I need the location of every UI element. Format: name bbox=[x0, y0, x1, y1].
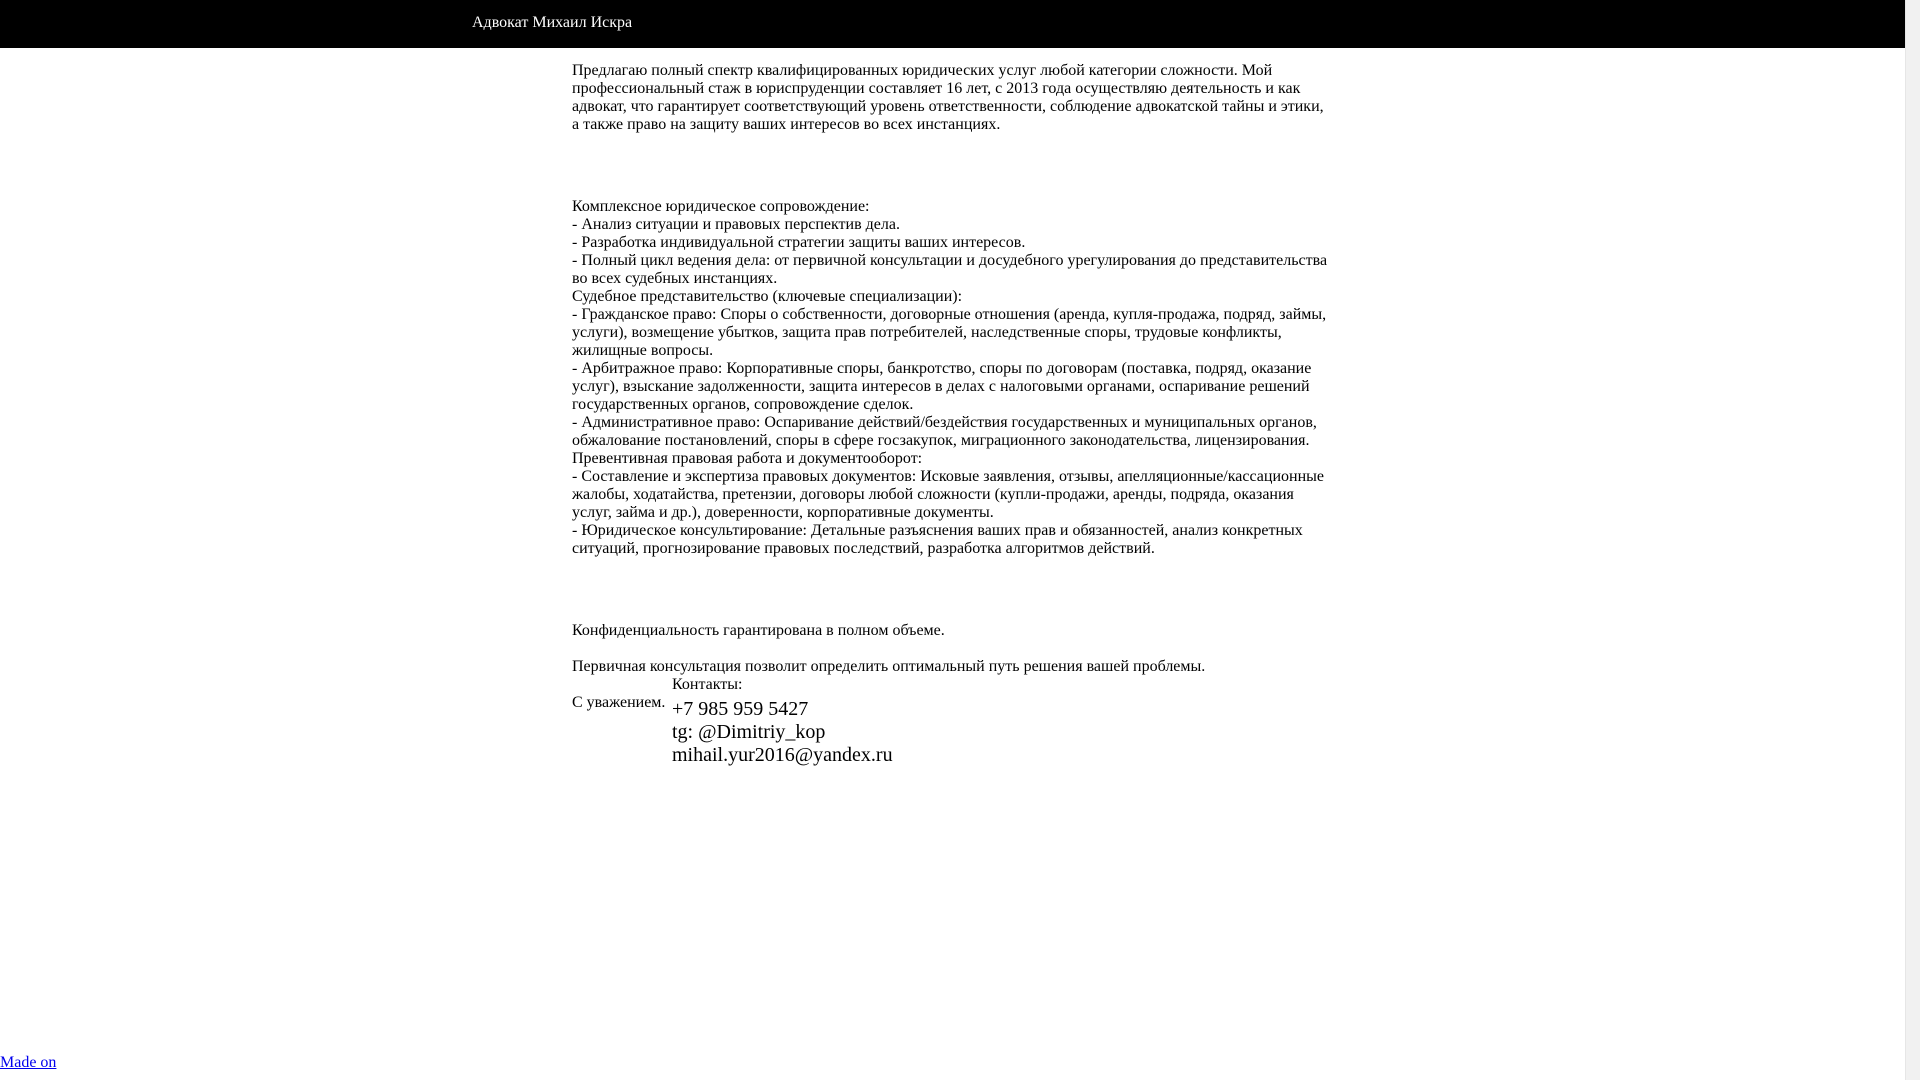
spacer bbox=[572, 134, 1332, 170]
section-heading-support: Комплексное юридическое сопровождение: bbox=[572, 198, 870, 215]
list-item: - Разработка индивидуальной стратегии защиты ваших интересов. bbox=[572, 234, 1026, 251]
regards-text: С уважением. bbox=[572, 694, 666, 711]
spacer bbox=[572, 170, 1332, 198]
consultation-text: Первичная консультация позволит определить оптимальный путь решения вашей проблемы. bbox=[572, 658, 1206, 675]
site-title[interactable]: Адвокат Михаил Искра bbox=[472, 14, 633, 31]
vertical-scrollbar[interactable] bbox=[1905, 0, 1920, 1080]
intro-paragraph: Предлагаю полный спектр квалифицированных юридических услуг любой категории сложности. Мой профессиональный стаж в юриспруденции составляет 16 лет, с 2013 года осуществляю деятельность и как адвокат, что гарантирует соответствующий уровень ответственности, соблюдение адвокатской тайны и этики, а также право на защиту ваших интересов во всех инстанциях. bbox=[572, 62, 1324, 133]
contacts-title: Контакты: bbox=[672, 676, 743, 693]
email-address: mihail.yur2016@yandex.ru bbox=[672, 744, 893, 766]
list-item: - Гражданское право: Споры о собственности, договорные отношения (аренда, купля-продажа, подряд, займы, услуги), возмещение убытков, защита прав потребителей, наследственные споры, трудовые конфликты, жилищные вопросы. bbox=[572, 306, 1327, 359]
list-item: - Юридическое консультирование: Детальные разъяснения ваших прав и обязанностей, анализ конкретных ситуаций, прогнозирование правовых последствий, разработка алгоритмов действий. bbox=[572, 522, 1303, 557]
contacts-block bbox=[672, 676, 893, 767]
section-heading-preventive: Превентивная правовая работа и документооборот: bbox=[572, 450, 923, 467]
telegram-handle: tg: @Dimitriy_kop bbox=[672, 721, 826, 743]
list-item: - Составление и экспертиза правовых документов: Исковые заявления, отзывы, апелляционные/кассационные жалобы, ходатайства, претензии, договоры любой сложности (купли-продажи, аренды, подряда, оказания услуг, займа и др.), доверенности, корпоративные документы. bbox=[572, 468, 1324, 521]
phone-number: +7 985 959 5427 bbox=[672, 698, 809, 720]
spacer bbox=[572, 640, 1332, 658]
confidentiality-text: Конфиденциальность гарантирована в полном объеме. bbox=[572, 622, 945, 639]
spacer bbox=[572, 594, 1332, 622]
main-content bbox=[572, 62, 1332, 712]
made-on-link[interactable]: Made on bbox=[0, 1054, 57, 1071]
list-item: - Арбитражное право: Корпоративные споры, банкротство, споры по договорам (поставка, подряд, оказание услуг), взыскание задолженности, защита интересов в делах с налоговыми органами, оспаривание решений государственных органов, сопровождение сделок. bbox=[572, 360, 1312, 413]
spacer bbox=[572, 558, 1332, 594]
top-bar bbox=[0, 0, 1905, 48]
list-item: - Анализ ситуации и правовых перспектив дела. bbox=[572, 216, 900, 233]
section-heading-court: Судебное представительство (ключевые специализации): bbox=[572, 288, 963, 305]
list-item: - Административное право: Оспаривание действий/бездействия государственных и муниципальных органов, обжалование постановлений, споры в сфере госзакупок, миграционного законодательства, лицензирования. bbox=[572, 414, 1317, 449]
list-item: - Полный цикл ведения дела: от первичной консультации и досудебного урегулирования до представительства во всех судебных инстанциях. bbox=[572, 252, 1328, 287]
